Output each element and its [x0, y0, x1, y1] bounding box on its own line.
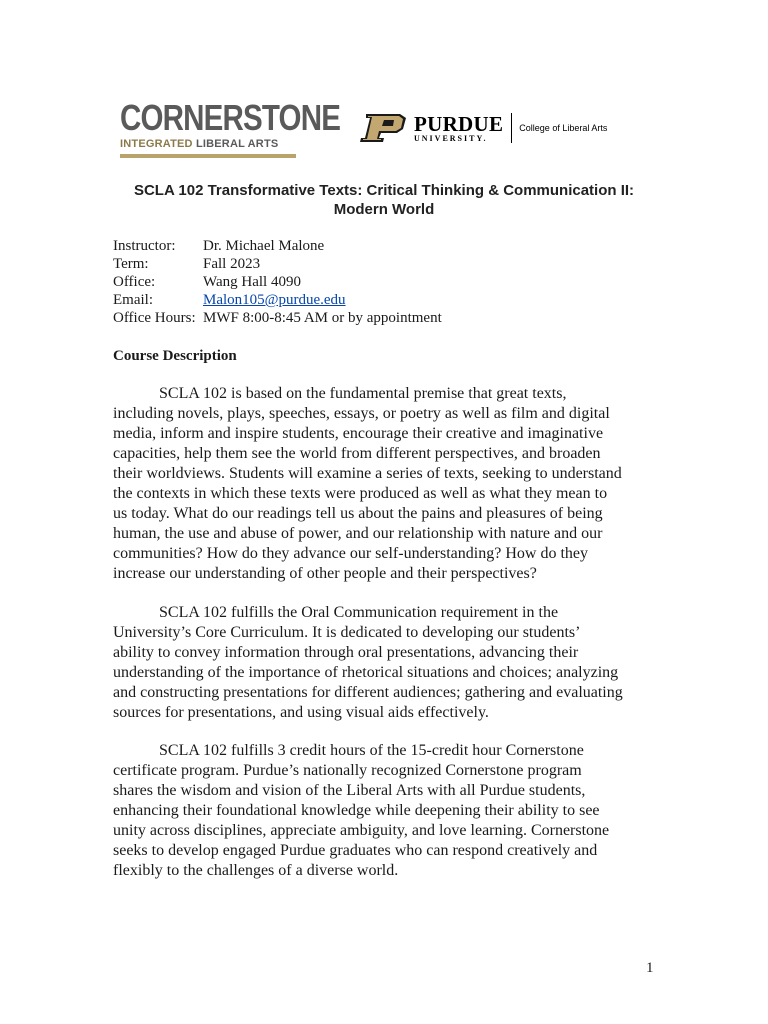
paragraph-line: understanding of the importance of rhetorical situations and choices; analyzing — [113, 664, 619, 681]
paragraph-line: University’s Core Curriculum. It is dedicated to developing our students’ — [113, 624, 581, 641]
info-row-office-hours — [113, 309, 442, 327]
paragraph-line: enhancing their foundational knowledge while deepening their ability to see — [113, 802, 600, 819]
info-row-instructor — [113, 237, 442, 255]
purdue-name: PURDUE — [414, 111, 504, 136]
paragraph-line: SCLA 102 is based on the fundamental premise that great texts, — [159, 385, 567, 402]
paragraph — [113, 384, 622, 584]
info-row-office — [113, 273, 442, 291]
paragraph-line: media, inform and inspire students, encourage their creative and imaginative — [113, 425, 604, 442]
paragraph-line: us today. What do our readings tell us about the pains and pleasures of being — [113, 505, 603, 522]
paragraph-line: seeks to develop engaged Purdue graduates who can respond creatively and — [113, 842, 598, 859]
course-info — [113, 237, 442, 327]
info-label: Office: — [113, 274, 156, 290]
cornerstone-logo-bar — [120, 154, 296, 158]
cornerstone-logo-word: CORNERSTONE — [120, 97, 341, 138]
paragraph-line: ability to convey information through oral presentations, advancing their — [113, 644, 579, 661]
info-value: Wang Hall 4090 — [203, 274, 301, 290]
paragraph-line: certificate program. Purdue’s nationally recognized Cornerstone program — [113, 762, 582, 779]
purdue-wordmark — [414, 111, 504, 143]
purdue-university: UNIVERSITY. — [414, 133, 488, 143]
info-value: MWF 8:00-8:45 AM or by appointment — [203, 310, 442, 326]
info-label: Instructor: — [113, 238, 176, 254]
paragraph-line: increase our understanding of other people and their perspectives? — [113, 565, 537, 582]
info-row-email — [113, 291, 442, 309]
cornerstone-logo — [120, 97, 341, 158]
paragraph — [113, 741, 609, 881]
course-title-line: Modern World — [333, 201, 435, 218]
paragraph-line: unity across disciplines, appreciate ambiguity, and love learning. Cornerstone — [113, 822, 610, 839]
paragraph-line: and constructing presentations for different audiences; gathering and evaluating — [113, 684, 623, 701]
paragraph-line: communities? How do they advance our self-understanding? How do they — [113, 545, 588, 562]
paragraph-line: the contexts in which these texts were produced as well as what they mean to — [113, 485, 608, 502]
info-value: Fall 2023 — [203, 256, 261, 272]
page-number: 1 — [646, 960, 654, 976]
logo-divider — [511, 113, 512, 143]
course-title — [100, 181, 668, 219]
paragraph-line: capacities, help them see the world from different perspectives, and broaden — [113, 445, 601, 462]
info-label: Email: — [113, 292, 153, 308]
section-heading: Course Description — [113, 348, 237, 364]
paragraph-line: human, the use and abuse of power, and our relationship with nature and our — [113, 525, 603, 542]
paragraph-line: flexibly to the challenges of a diverse world. — [113, 862, 399, 879]
paragraph-line: sources for presentations, and using visual aids effectively. — [113, 704, 489, 721]
paragraph-line: including novels, plays, speeches, essays, or poetry as well as film and digital — [113, 405, 610, 422]
paragraph-line: their worldviews. Students will examine a series of texts, seeking to understand — [113, 465, 622, 482]
paragraph-line: SCLA 102 fulfills 3 credit hours of the 15-credit hour Cornerstone — [159, 742, 584, 759]
info-label: Office Hours: — [113, 310, 196, 326]
paragraph — [113, 603, 623, 723]
paragraph-line: shares the wisdom and vision of the Liberal Arts with all Purdue students, — [113, 782, 586, 799]
paragraph-line: SCLA 102 fulfills the Oral Communication requirement in the — [159, 604, 559, 621]
college-name: College of Liberal Arts — [519, 123, 608, 133]
info-row-term — [113, 255, 442, 273]
purdue-logo — [360, 113, 607, 143]
cornerstone-logo-subtitle: INTEGRATED LIBERAL ARTS — [120, 138, 279, 150]
email-link[interactable]: Malon105@purdue.edu — [203, 292, 346, 308]
info-value: Dr. Michael Malone — [203, 238, 325, 254]
purdue-p-icon — [360, 114, 408, 142]
info-label: Term: — [113, 256, 149, 272]
course-title-line: SCLA 102 Transformative Texts: Critical Thinking & Communication II: — [133, 182, 635, 199]
